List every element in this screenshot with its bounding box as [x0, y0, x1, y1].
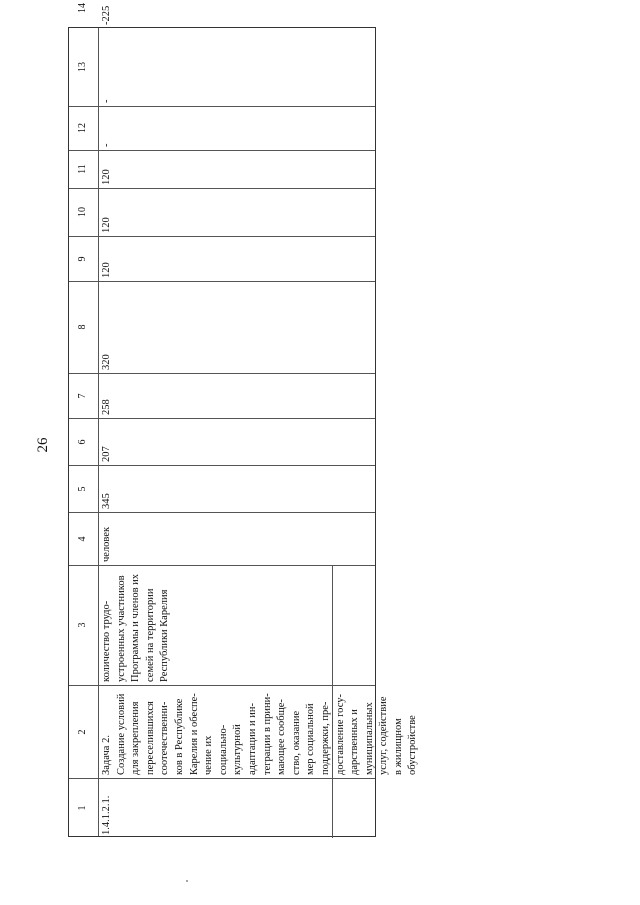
row-value-col-13: - — [101, 99, 112, 103]
row-value-col-5: 345 — [101, 493, 112, 509]
column-header-13: 13 — [77, 62, 88, 72]
column-header-10: 10 — [77, 207, 88, 217]
column-separator — [69, 188, 375, 189]
column-header-7: 7 — [77, 393, 88, 398]
column-separator — [69, 236, 375, 237]
column-separator — [69, 373, 375, 374]
column-header-2: 2 — [77, 729, 88, 734]
column-separator — [69, 106, 375, 107]
row-value-col-14: -225 — [101, 5, 112, 25]
column-separator — [69, 778, 375, 779]
column-separator — [69, 512, 375, 513]
column-header-8: 8 — [77, 324, 88, 330]
data-table — [68, 3, 419, 837]
scan-speck — [186, 880, 188, 882]
column-separator — [69, 565, 375, 566]
column-header-1: 1 — [77, 805, 88, 811]
column-separator — [69, 281, 375, 282]
row-unit: человек — [101, 526, 112, 562]
row-value-col-6: 207 — [101, 446, 112, 462]
column-header-4: 4 — [77, 536, 88, 541]
column-header-6: 6 — [77, 439, 88, 444]
row-value-col-9: 120 — [101, 262, 112, 278]
column-header-5: 5 — [77, 486, 88, 491]
column-header-3: 3 — [77, 622, 88, 628]
column-header-9: 9 — [77, 256, 88, 261]
page-number: 26 — [35, 437, 51, 453]
row-value-col-11: 120 — [101, 169, 112, 185]
column-separator — [69, 465, 375, 466]
row-value-col-7: 258 — [101, 399, 112, 415]
column-separator — [69, 150, 375, 151]
column-separator — [69, 418, 375, 419]
row-indicator: количество трудо- устроенных участников Программы и членов их семей на территории Республики Карелия — [101, 573, 171, 682]
row-value-col-12: - — [101, 143, 112, 147]
column-header-11: 11 — [77, 164, 88, 174]
column-header-14: 14 — [77, 3, 88, 13]
row-task-description: Задача 2. Создание условий для закрепления переселившихся соотечественни- ков в Республике Карелия и обеспе- чение их социально- культурной адаптации и ин- теграции в прини- мающее сообще- ство, оказание мер социальной поддержки, пре- доставление госу- дарственных и муниципальных услуг, содействие в жилищном обустройстве — [101, 693, 419, 775]
row-value-col-10: 120 — [101, 217, 112, 233]
row-code: 1.4.1.2.1. — [101, 795, 112, 835]
column-separator — [69, 685, 375, 686]
column-header-12: 12 — [77, 123, 88, 133]
row-value-col-8: 320 — [101, 354, 112, 370]
